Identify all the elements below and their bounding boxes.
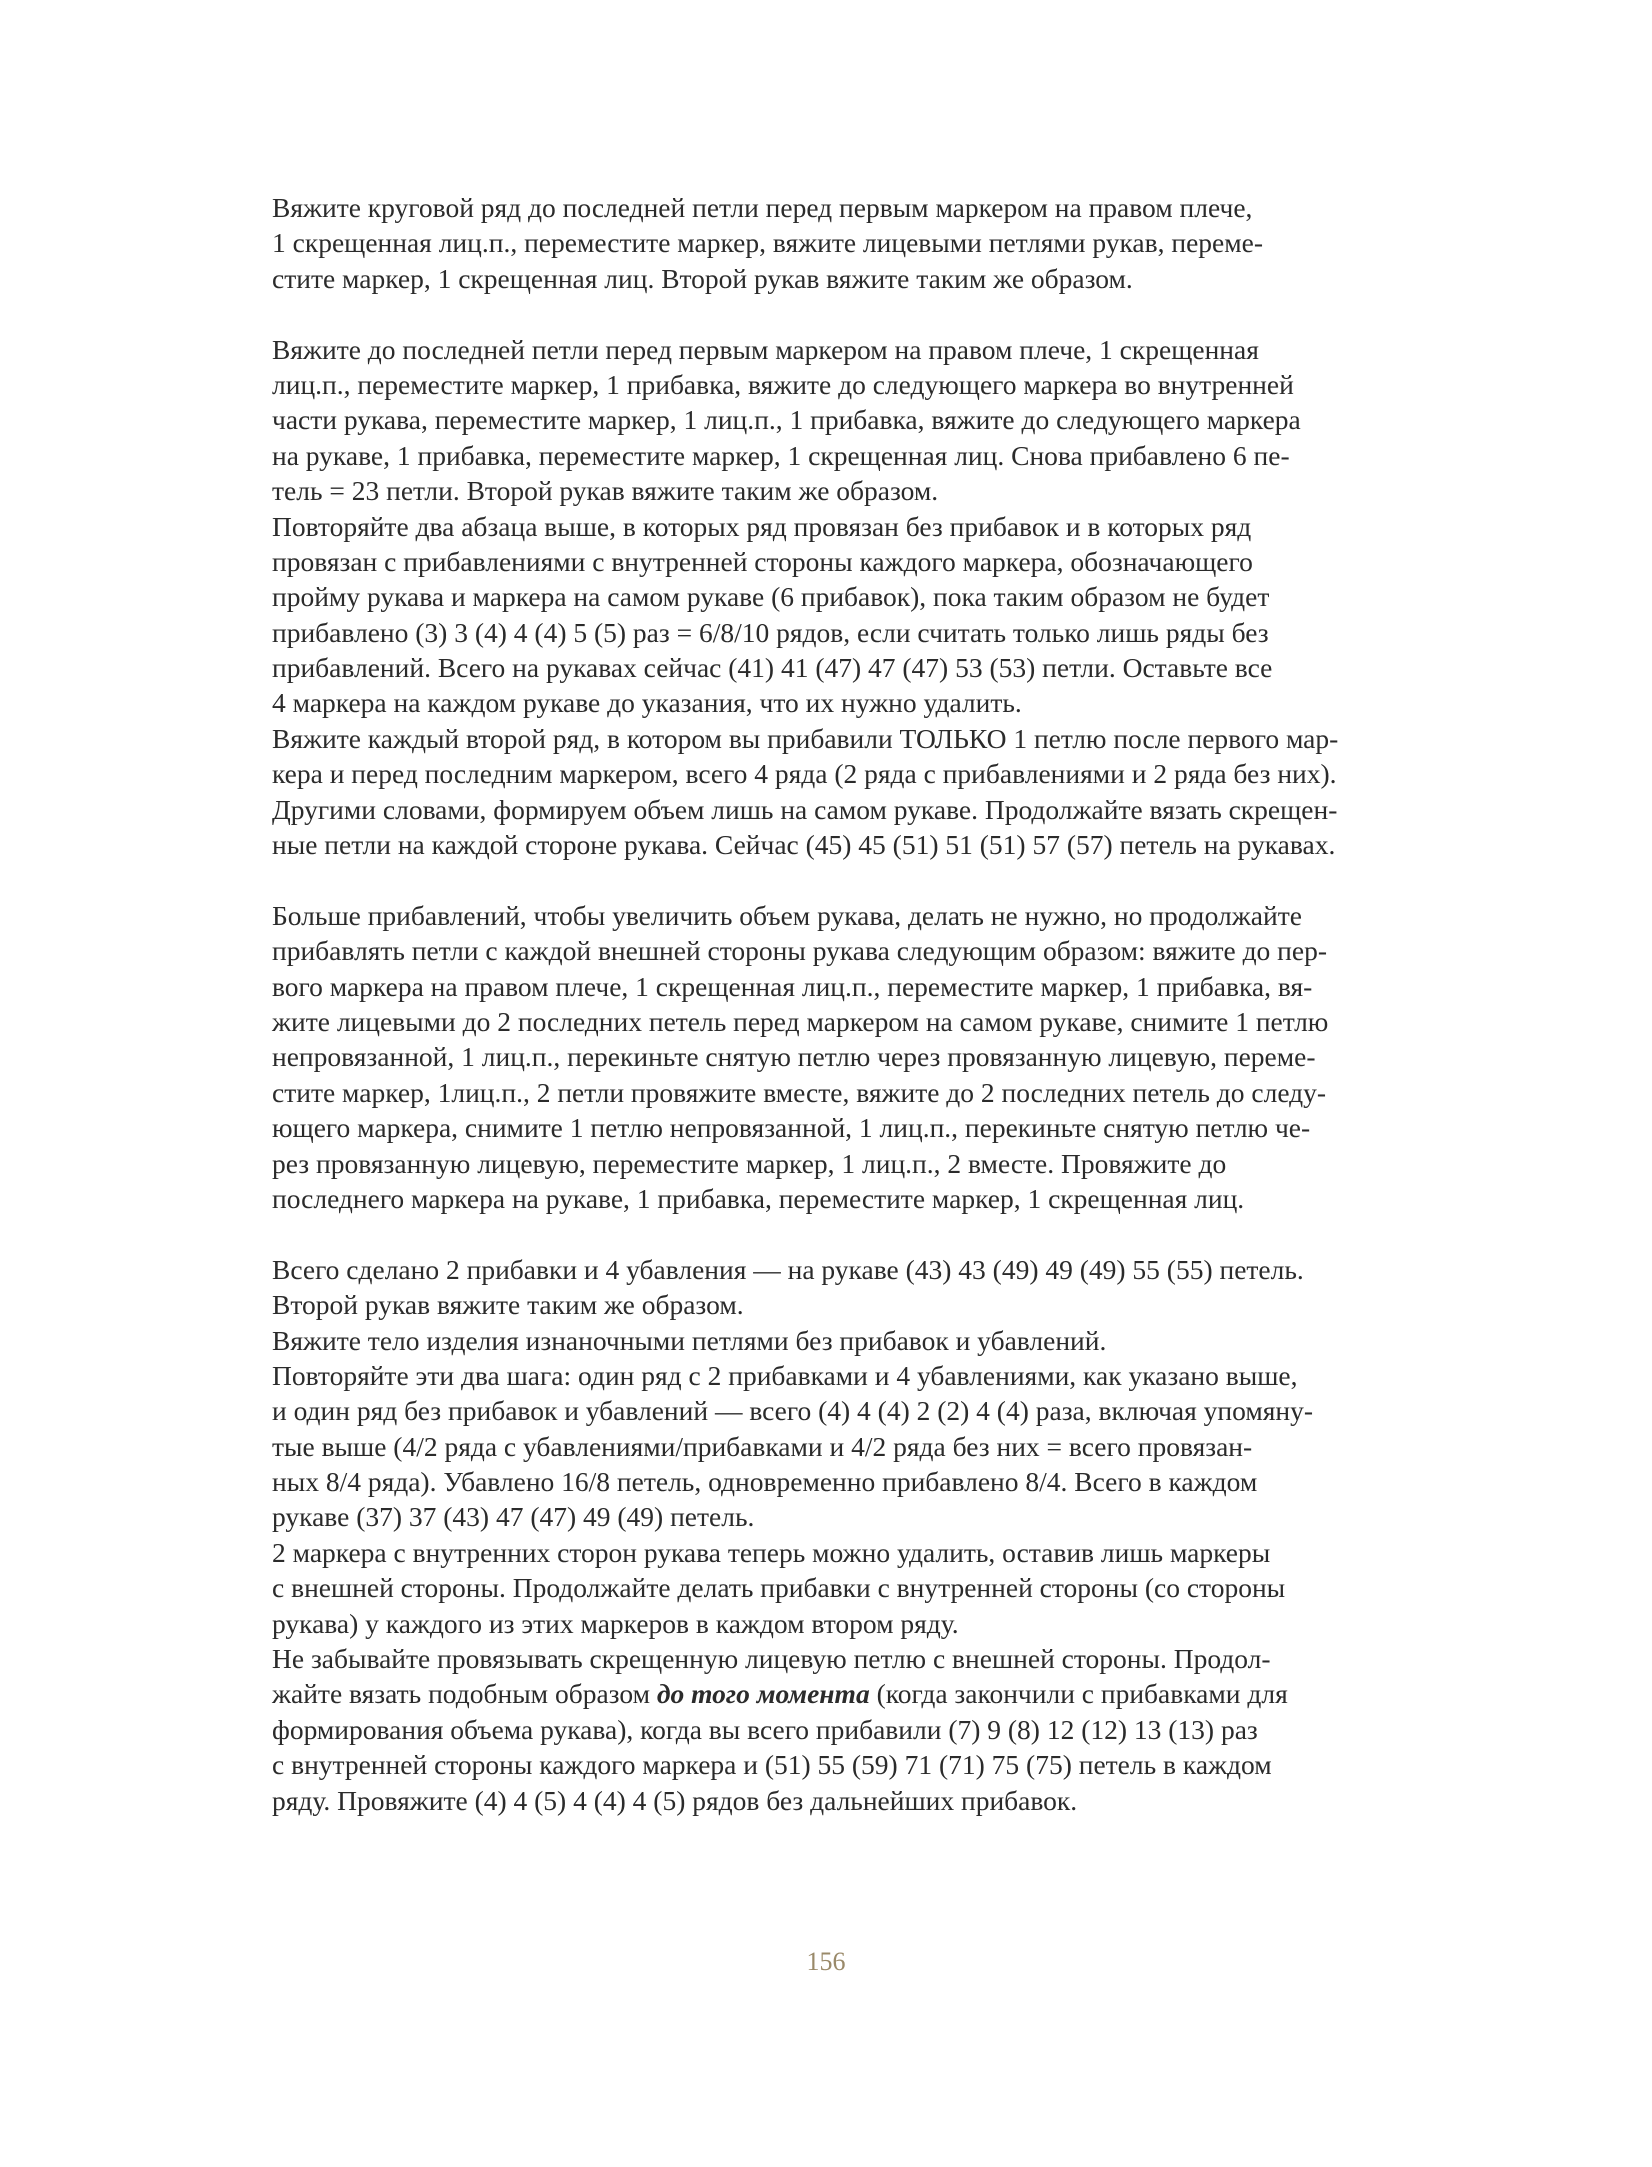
text-segment: жайте вязать подобным образом — [272, 1678, 657, 1710]
text-line: тель = 23 петли. Второй рукав вяжите таким же образом. — [272, 475, 939, 507]
emphasized-text: до того момента — [656, 1678, 870, 1710]
text-line: ные петли на каждой стороне рукава. Сейчас (45) 45 (51) 51 (51) 57 (57) петель на рукавах. — [272, 829, 1336, 861]
text-line: рукава) у каждого из этих маркеров в каждом втором ряду. — [272, 1607, 959, 1639]
text-line: части рукава, переместите маркер, 1 лиц.п., 1 прибавка, вяжите до следующего маркера — [272, 404, 1301, 436]
text-line: формирования объема рукава), когда вы всего прибавили (7) 9 (8) 12 (12) 13 (13) раз — [272, 1713, 1258, 1745]
text-line: стите маркер, 1лиц.п., 2 петли провяжите вместе, вяжите до 2 последних петель до следу- — [272, 1076, 1327, 1108]
text-line: ющего маркера, снимите 1 петлю непровязанной, 1 лиц.п., перекиньте снятую петлю че- — [272, 1112, 1311, 1144]
text-line: Вяжите тело изделия изнаночными петлями без прибавок и убавлений. — [272, 1324, 1107, 1356]
text-line: вого маркера на правом плече, 1 скрещенная лиц.п., переместите маркер, 1 прибавка, вя- — [272, 970, 1313, 1002]
text-line-with-emphasis — [272, 1676, 1422, 1711]
text-line: пройму рукава и маркера на самом рукаве (6 прибавок), пока таким образом не будет — [272, 581, 1270, 613]
paragraph-2 — [272, 332, 1422, 863]
paragraph-gap — [272, 1216, 1422, 1251]
text-line: ных 8/4 ряда). Убавлено 16/8 петель, одновременно прибавлено 8/4. Всего в каждом — [272, 1466, 1258, 1498]
text-line: лиц.п., переместите маркер, 1 прибавка, вяжите до следующего маркера во внутренней — [272, 368, 1294, 400]
paragraph-gap — [272, 862, 1422, 897]
paragraph-gap — [272, 296, 1422, 331]
text-line: Другими словами, формируем объем лишь на самом рукаве. Продолжайте вязать скрещен- — [272, 793, 1338, 825]
text-line: последнего маркера на рукаве, 1 прибавка, переместите маркер, 1 скрещенная лиц. — [272, 1182, 1245, 1214]
text-line: Второй рукав вяжите таким же образом. — [272, 1289, 744, 1321]
text-line: Не забывайте провязывать скрещенную лицевую петлю с внешней стороны. Продол- — [272, 1643, 1271, 1675]
text-line: прибавлять петли с каждой внешней стороны рукава следующим образом: вяжите до пер- — [272, 935, 1328, 967]
text-line: с внутренней стороны каждого маркера и (51) 55 (59) 71 (71) 75 (75) петель в каждом — [272, 1749, 1272, 1781]
text-line: Повторяйте эти два шага: один ряд с 2 прибавками и 4 убавлениями, как указано выше, — [272, 1359, 1298, 1391]
text-segment: (когда закончили с прибавками для — [869, 1678, 1288, 1710]
text-line: стите маркер, 1 скрещенная лиц. Второй рукав вяжите таким же образом. — [272, 262, 1133, 294]
text-line: рез провязанную лицевую, переместите маркер, 1 лиц.п., 2 вместе. Провяжите до — [272, 1147, 1227, 1179]
text-line: и один ряд без прибавок и убавлений — всего (4) 4 (4) 2 (2) 4 (4) раза, включая упомяну- — [272, 1395, 1314, 1427]
text-line: 1 скрещенная лиц.п., переместите маркер, вяжите лицевыми петлями рукав, переме- — [272, 227, 1264, 259]
text-line: Повторяйте два абзаца выше, в которых ряд провязан без прибавок и в которых ряд — [272, 510, 1252, 542]
text-line: прибавлено (3) 3 (4) 4 (4) 5 (5) раз = 6/8/10 рядов, если считать только лишь ряды без — [272, 616, 1269, 648]
page-number: 156 — [806, 1947, 846, 1976]
text-line: ряду. Провяжите (4) 4 (5) 4 (4) 4 (5) рядов без дальнейших прибавок. — [272, 1784, 1078, 1816]
page-body — [272, 190, 1422, 1818]
paragraph-1 — [272, 190, 1422, 296]
text-line: на рукаве, 1 прибавка, переместите маркер, 1 скрещенная лиц. Снова прибавлено 6 пе- — [272, 439, 1290, 471]
text-line: Всего сделано 2 прибавки и 4 убавления — на рукаве (43) 43 (49) 49 (49) 55 (55) петель. — [272, 1253, 1304, 1285]
text-line: с внешней стороны. Продолжайте делать прибавки с внутренней стороны (со стороны — [272, 1572, 1286, 1604]
text-line: Вяжите каждый второй ряд, в котором вы прибавили ТОЛЬКО 1 петлю после первого мар- — [272, 722, 1339, 754]
text-line: жите лицевыми до 2 последних петель перед маркером на самом рукаве, снимите 1 петлю — [272, 1005, 1329, 1037]
text-line: непровязанной, 1 лиц.п., перекиньте снятую петлю через провязанную лицевую, переме- — [272, 1041, 1316, 1073]
paragraph-3 — [272, 898, 1422, 1217]
text-line: 4 маркера на каждом рукаве до указания, что их нужно удалить. — [272, 687, 1022, 719]
paragraph-4 — [272, 1252, 1422, 1818]
text-line: Вяжите круговой ряд до последней петли перед первым маркером на правом плече, — [272, 192, 1253, 223]
text-line: рукаве (37) 37 (43) 47 (47) 49 (49) петель. — [272, 1501, 755, 1533]
text-line: прибавлений. Всего на рукавах сейчас (41) 41 (47) 47 (47) 53 (53) петли. Оставьте все — [272, 652, 1273, 684]
text-line: 2 маркера с внутренних сторон рукава теперь можно удалить, оставив лишь маркеры — [272, 1536, 1271, 1568]
text-line: тые выше (4/2 ряда с убавлениями/прибавками и 4/2 ряда без них = всего провязан- — [272, 1430, 1253, 1462]
text-line: кера и перед последним маркером, всего 4 ряда (2 ряда с прибавлениями и 2 ряда без них). — [272, 758, 1337, 790]
text-line: провязан с прибавлениями с внутренней стороны каждого маркера, обозначающего — [272, 545, 1253, 577]
text-line: Больше прибавлений, чтобы увеличить объем рукава, делать не нужно, но продолжайте — [272, 899, 1302, 931]
text-line: Вяжите до последней петли перед первым маркером на правом плече, 1 скрещенная — [272, 333, 1259, 365]
